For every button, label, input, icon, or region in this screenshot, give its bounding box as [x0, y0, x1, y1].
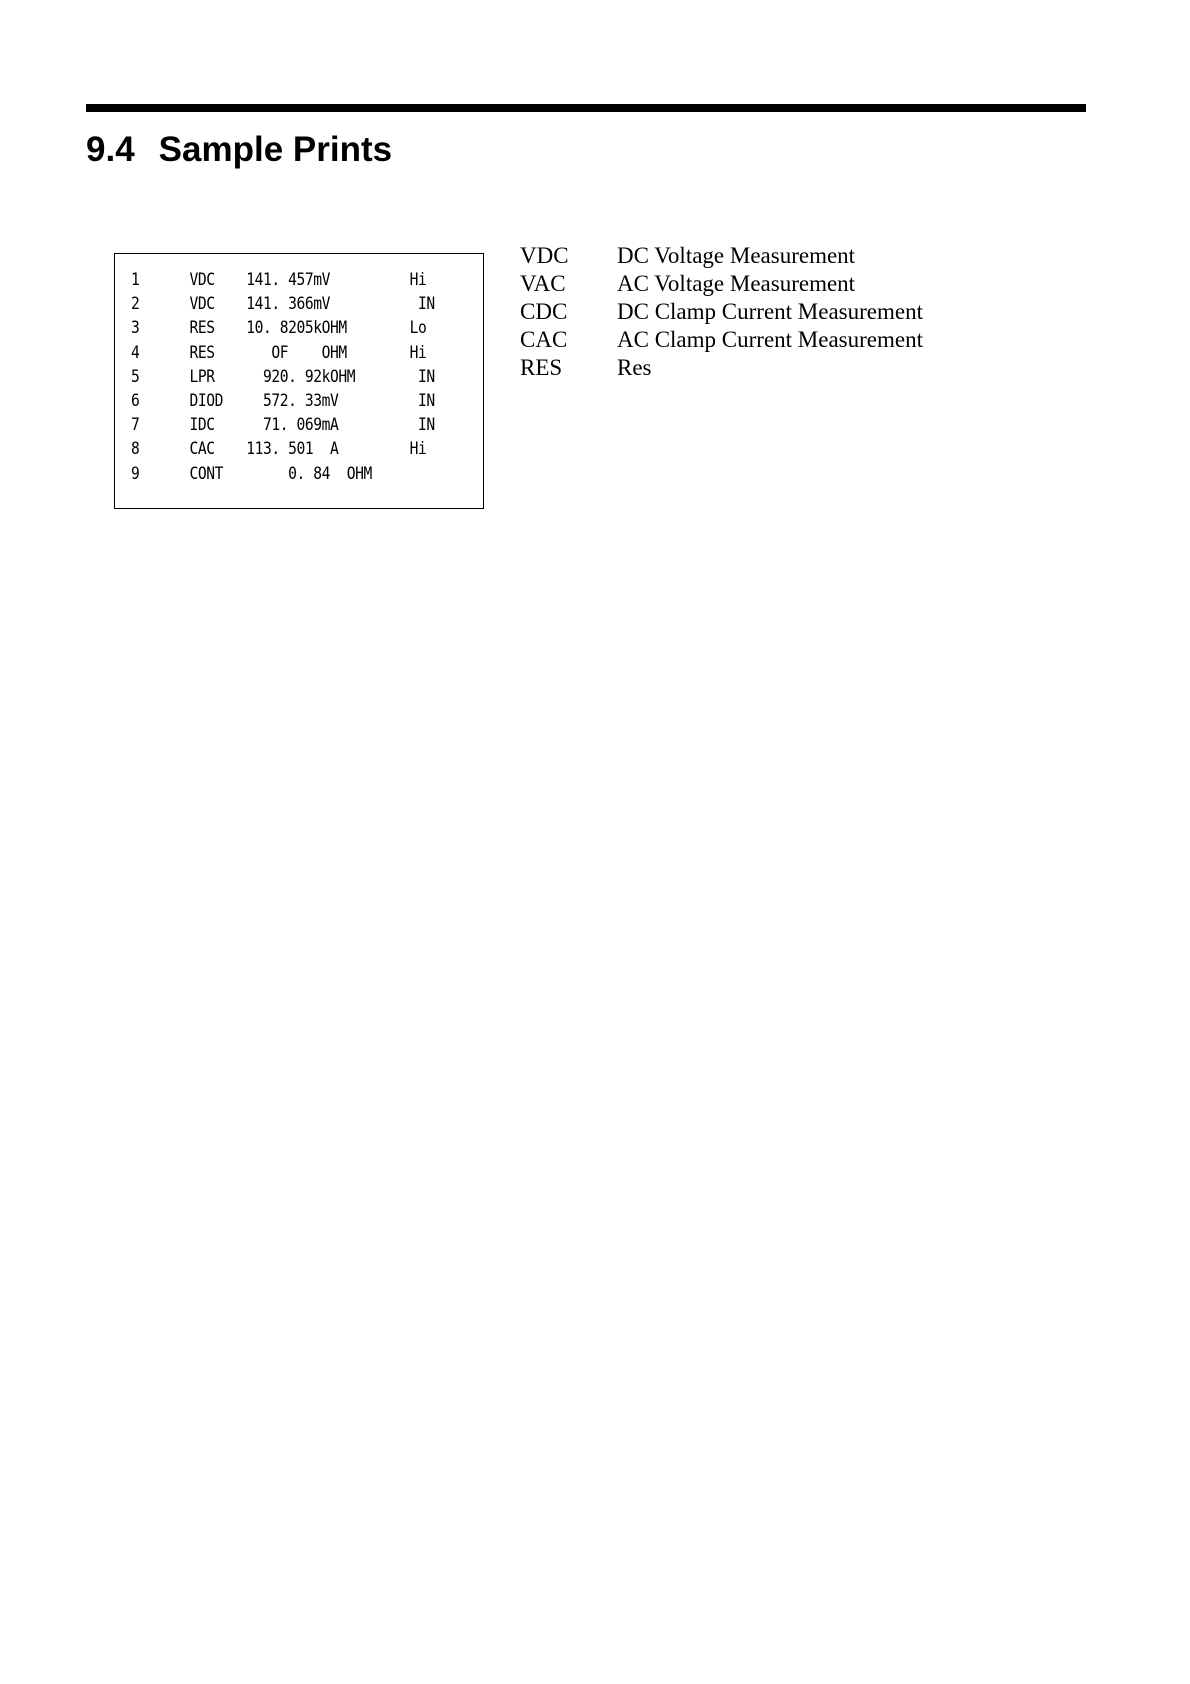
print-row-judgment: IN [409, 294, 435, 315]
section-title: Sample Prints [158, 130, 393, 169]
legend-description: AC Clamp Current Measurement [617, 327, 923, 352]
print-row-mode: RES [189, 342, 215, 363]
print-row [131, 365, 435, 389]
legend-code: CDC [520, 299, 568, 324]
legend-description: AC Voltage Measurement [617, 271, 856, 296]
print-row-judgment: Hi [409, 270, 427, 290]
print-row-value: 113. 501 A [246, 439, 339, 460]
section-rule [86, 104, 1086, 112]
print-row-number: 1 [131, 270, 140, 290]
print-row-judgment: Hi [409, 342, 427, 363]
print-row-value: 141. 366mV [246, 294, 330, 315]
section-number: 9.4 [86, 130, 135, 169]
print-row-mode: VDC [189, 270, 215, 290]
print-row-number: 6 [131, 390, 140, 411]
legend-code: RES [520, 355, 563, 380]
print-row-mode: CAC [189, 439, 215, 460]
print-row-number: 5 [131, 366, 140, 387]
legend-description: DC Clamp Current Measurement [617, 299, 923, 324]
print-row-mode: CONT [189, 463, 223, 484]
print-row [131, 292, 435, 316]
print-row-judgment: IN [409, 366, 435, 387]
print-row-judgment: Lo [409, 318, 427, 339]
legend-code: VAC [520, 271, 566, 296]
print-row-value: 10. 8205kOHM [246, 318, 347, 339]
print-row-number: 2 [131, 294, 140, 315]
print-row-number: 4 [131, 342, 140, 363]
legend-code: CAC [520, 327, 568, 352]
print-row-value: 141. 457mV [246, 270, 330, 290]
section-heading [86, 126, 392, 174]
print-row [131, 413, 435, 437]
print-row-number: 3 [131, 318, 140, 339]
print-row-judgment: Hi [409, 439, 427, 460]
sample-print-box [114, 253, 484, 509]
print-row-value: 71. 069mA [246, 415, 339, 436]
legend-description: Res [617, 355, 652, 380]
print-row-mode: IDC [189, 415, 215, 436]
print-row-mode: VDC [189, 294, 215, 315]
print-row [131, 437, 427, 461]
sample-print-list [131, 268, 471, 486]
print-row-value: 0. 84 OHM [246, 463, 372, 484]
print-row-judgment: IN [409, 415, 435, 436]
print-row-mode: DIOD [189, 390, 223, 411]
legend-code: VDC [520, 243, 569, 268]
print-row-value: OF OHM [246, 342, 347, 363]
print-row [131, 268, 427, 292]
print-row [131, 462, 423, 486]
print-row [131, 316, 427, 340]
print-row-mode: RES [189, 318, 215, 339]
print-row-number: 8 [131, 439, 140, 460]
print-row-judgment: IN [409, 390, 435, 411]
print-row-number: 9 [131, 463, 140, 484]
print-row-mode: LPR [189, 366, 215, 387]
print-row-value: 920. 92kOHM [246, 366, 356, 387]
print-row-value: 572. 33mV [246, 390, 339, 411]
print-row-number: 7 [131, 415, 140, 436]
print-row [131, 341, 427, 365]
print-row [131, 389, 435, 413]
legend-description: DC Voltage Measurement [617, 243, 856, 268]
